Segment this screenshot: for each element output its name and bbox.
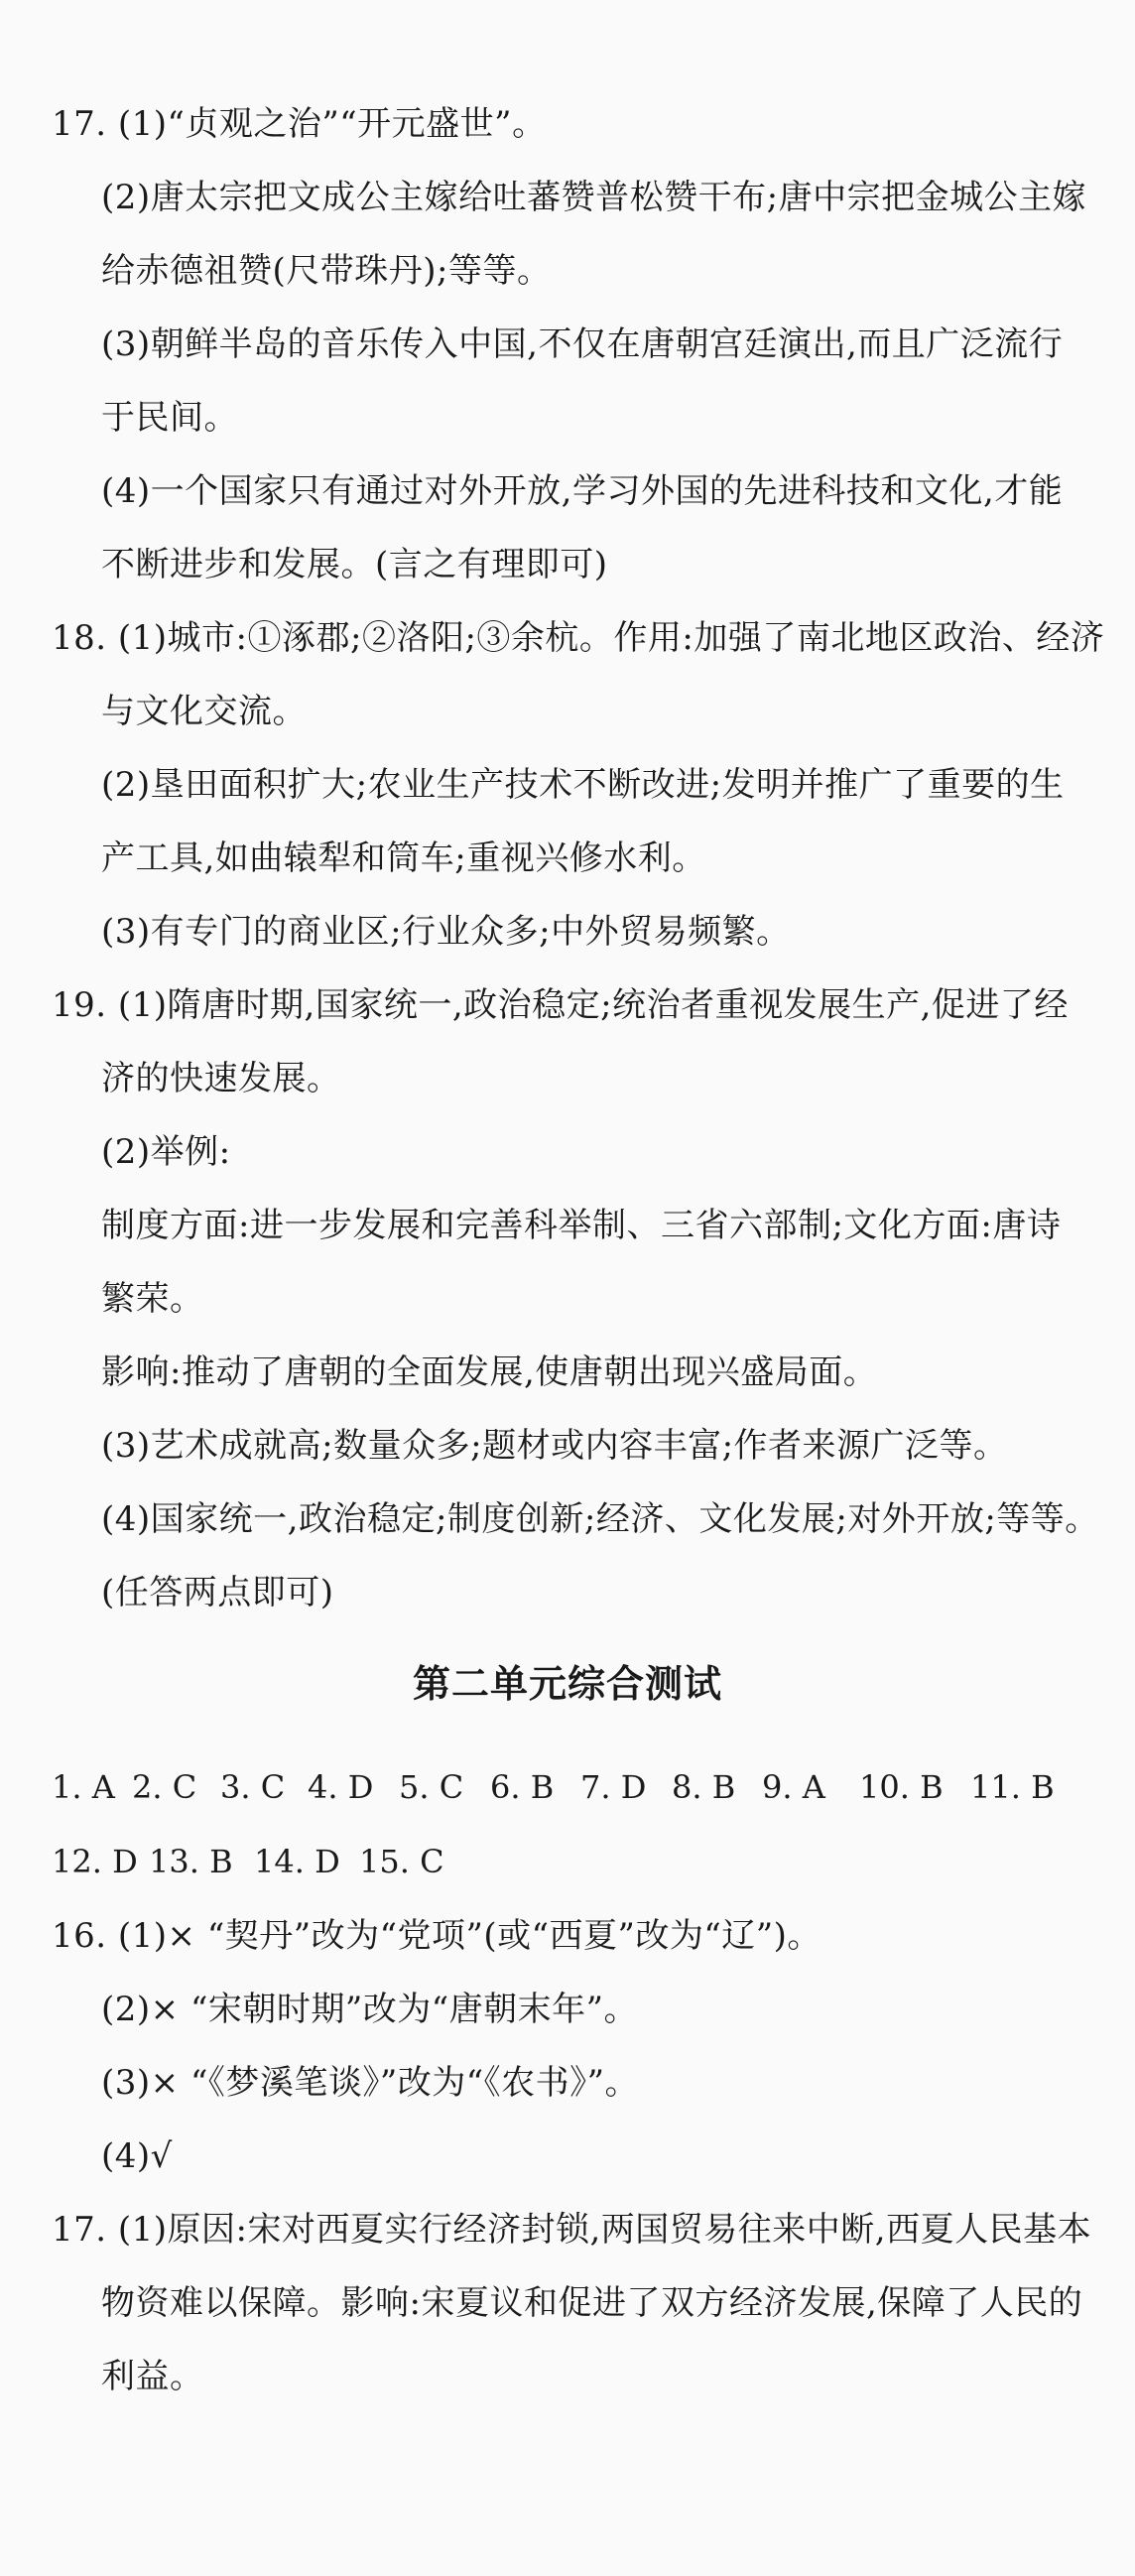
choice-answer: 13. B (149, 1843, 233, 1880)
section-title: 第二单元综合测试 (412, 1662, 722, 1706)
answer-19-2-line2: 繁荣。 (101, 1279, 204, 1319)
answer-17-4-line2: 不断进步和发展。(言之有理即可) (101, 545, 608, 584)
answer-17-3-line2: 于民间。 (101, 398, 238, 438)
answer-19-2-impact: 影响:推动了唐朝的全面发展,使唐朝出现兴盛局面。 (101, 1352, 878, 1392)
answer-18-1-line2: 与文化交流。 (101, 692, 307, 731)
answer-16-2: (2)× “宋朝时期”改为“唐朝末年”。 (101, 1990, 638, 2029)
choice-answer: 4. D (308, 1768, 374, 1806)
choice-answer: 7. D (580, 1768, 647, 1806)
answer-17-3-line1: (3)朝鲜半岛的音乐传入中国,不仅在唐朝宫廷演出,而且广泛流行 (101, 324, 1064, 364)
choice-answer: 15. C (359, 1843, 444, 1880)
answer-17-2-line1: (2)唐太宗把文成公主嫁给吐蕃赞普松赞干布;唐中宗把金城公主嫁 (101, 178, 1087, 217)
answer-19-4: (4)国家统一,政治稳定;制度创新;经济、文化发展;对外开放;等等。 (101, 1499, 1099, 1539)
answer-17b-1-line2: 物资难以保障。影响:宋夏议和促进了双方经济发展,保障了人民的 (101, 2283, 1083, 2323)
answer-18-2-line2: 产工具,如曲辕犁和筒车;重视兴修水利。 (101, 838, 706, 878)
choice-answer: 8. B (672, 1768, 736, 1806)
answer-19-2-line1: 制度方面:进一步发展和完善科举制、三省六部制;文化方面:唐诗 (101, 1206, 1062, 1245)
choice-answer: 11. B (970, 1768, 1055, 1806)
answer-17b-1-line1: 17. (1)原因:宋对西夏实行经济封锁,两国贸易往来中断,西夏人民基本 (52, 2210, 1092, 2250)
choice-answer: 1. A (52, 1768, 115, 1806)
answer-16-3: (3)× “《梦溪笔谈》”改为“《农书》”。 (101, 2063, 639, 2103)
answer-18-2-line1: (2)垦田面积扩大;农业生产技术不断改进;发明并推广了重要的生 (101, 765, 1065, 805)
answer-19-2-label: (2)举例: (101, 1132, 231, 1172)
answer-16-1: 16. (1)× “契丹”改为“党项”(或“西夏”改为“辽”)。 (52, 1916, 821, 1956)
answer-19-note: (任答两点即可) (101, 1573, 334, 1612)
answer-16-4: (4)√ (101, 2136, 173, 2176)
choice-answer: 5. C (399, 1768, 464, 1806)
choice-answer: 3. C (220, 1768, 286, 1806)
answer-19-1-line2: 济的快速发展。 (101, 1059, 341, 1098)
answer-17-1: 17. (1)“贞观之治”“开元盛世”。 (52, 104, 547, 144)
choice-answer: 6. B (490, 1768, 555, 1806)
answer-19-3: (3)艺术成就高;数量众多;题材或内容丰富;作者来源广泛等。 (101, 1426, 1008, 1466)
choice-answer: 2. C (132, 1768, 197, 1806)
choice-answer: 10. B (859, 1768, 944, 1806)
answer-17b-1-line3: 利益。 (101, 2357, 204, 2396)
answer-17-4-line1: (4)一个国家只有通过对外开放,学习外国的先进科技和文化,才能 (101, 471, 1064, 511)
answer-18-1-line1: 18. (1)城市:①涿郡;②洛阳;③余杭。作用:加强了南北地区政治、经济 (52, 618, 1105, 658)
answer-19-1-line1: 19. (1)隋唐时期,国家统一,政治稳定;统治者重视发展生产,促进了经 (52, 985, 1069, 1025)
answer-17-2-line2: 给赤德祖赞(尺带珠丹);等等。 (101, 251, 552, 291)
choice-answer: 12. D (52, 1843, 138, 1880)
answer-18-3: (3)有专门的商业区;行业众多;中外贸易频繁。 (101, 912, 791, 952)
choice-answer: 14. D (254, 1843, 340, 1880)
choice-answer: 9. A (762, 1768, 825, 1806)
